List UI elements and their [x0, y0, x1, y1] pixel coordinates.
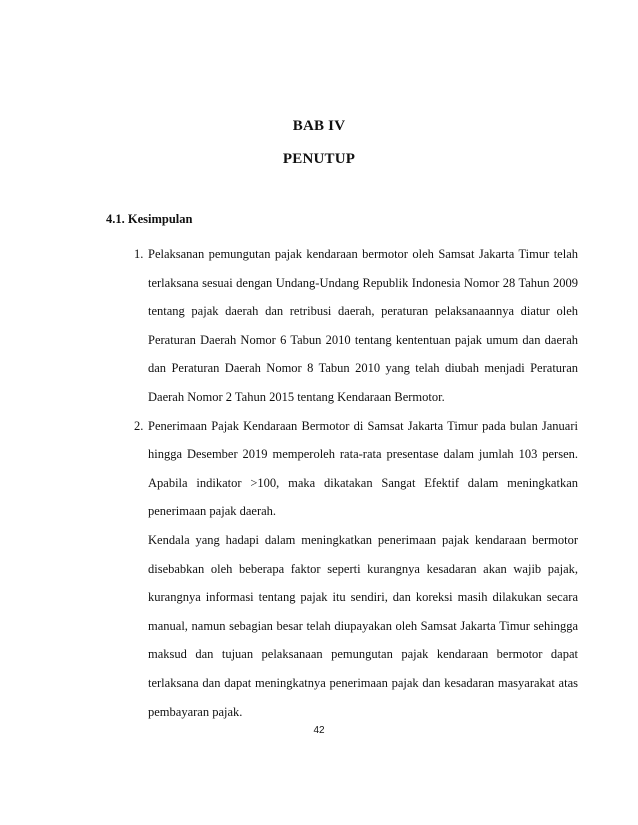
conclusion-list: [134, 240, 578, 726]
list-item: [134, 412, 578, 727]
list-item: [134, 240, 578, 412]
list-item-number: 1.: [134, 247, 144, 261]
chapter-number: BAB IV: [292, 118, 346, 134]
list-item-number: 2.: [134, 418, 144, 433]
chapter-title: PENUTUP: [282, 151, 356, 167]
paragraph: Kendala yang hadapi dalam meningkatkan penerimaan pajak kendaraan bermotor disebabkan oleh beberapa faktor seperti kurangnya kesadaran akan wajib pajak, kurangnya informasi tentang pajak itu sendiri, dan koreksi masih dilakukan secara manual, namun sebagian besar telah diupayakan oleh Samsat Jakarta Timur sehingga maksud dan tujuan pelaksanaan pemungutan pajak kendaraan bermotor dapat terlaksana dan dapat meningkatnya penerimaan pajak dan kesadaran masyarakat atas pembayaran pajak.: [148, 532, 578, 719]
paragraph: Pelaksanan pemungutan pajak kendaraan bermotor oleh Samsat Jakarta Timur telah terlaksana sesuai dengan Undang-Undang Republik Indonesia Nomor 28 Tahun 2009 tentang pajak daerah dan retribusi daerah, peraturan pelaksanaannya diatur oleh Peraturan Daerah Nomor 6 Tabun 2010 tentang kententuan pajak umum dan daerah dan Peraturan Daerah Nomor 8 Tabun 2010 yang telah diubah menjadi Peraturan Daerah Nomor 2 Tahun 2015 tentang Kendaraan Bermotor.: [148, 247, 578, 404]
paragraph: Penerimaan Pajak Kendaraan Bermotor di Samsat Jakarta Timur pada bulan Januari hingga Desember 2019 memperoleh rata-rata presentase dalam jumlah 103 persen. Apabila indikator >100, maka dikatakan Sangat Efektif dalam meningkatkan penerimaan pajak daerah.: [148, 418, 578, 519]
section-heading: 4.1. Kesimpulan: [106, 212, 193, 226]
page-number: 42: [313, 725, 325, 736]
